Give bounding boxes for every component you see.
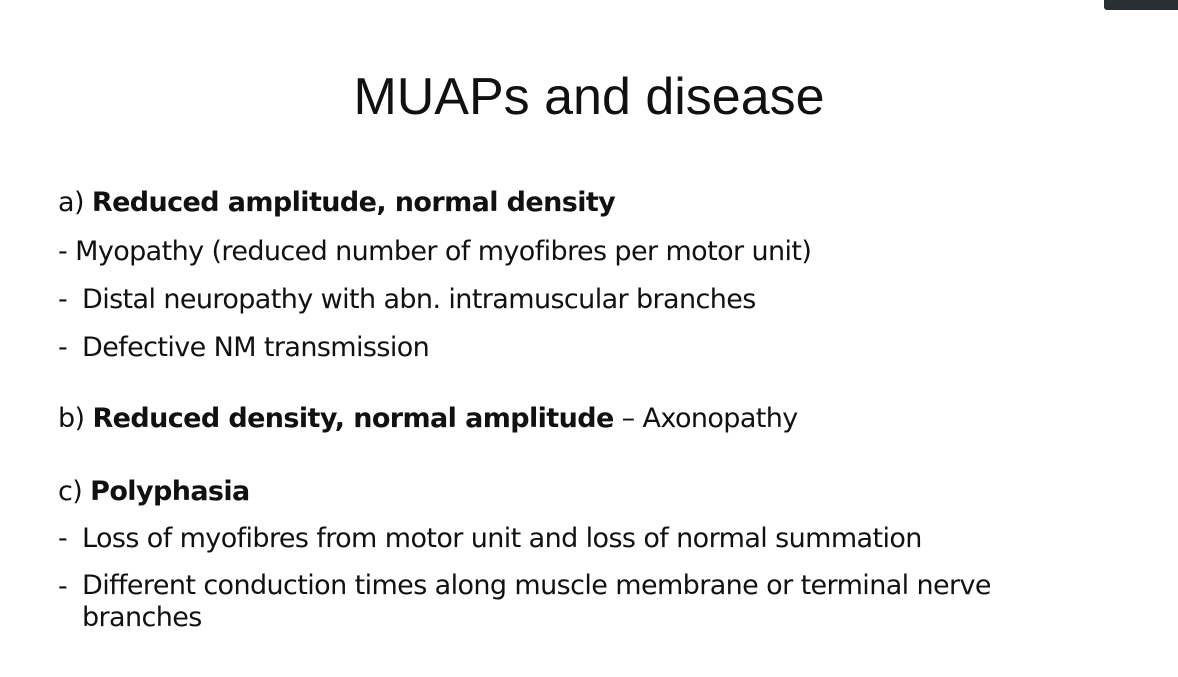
section-b-title: Reduced density, normal amplitude bbox=[92, 403, 614, 434]
section-b-heading bbox=[58, 402, 798, 435]
section-b-suffix: – Axonopathy bbox=[621, 403, 798, 434]
section-a-bullet-1 bbox=[58, 235, 811, 268]
section-a-bullet-2 bbox=[58, 283, 756, 316]
bullet-text: Different conduction times along muscle membrane or terminal nerve branches bbox=[82, 570, 991, 633]
bullet-text: Distal neuropathy with abn. intramuscular branches bbox=[82, 284, 756, 315]
section-c-title: Polyphasia bbox=[90, 476, 250, 507]
section-a-title: Reduced amplitude, normal density bbox=[91, 187, 616, 218]
section-a-prefix: a) bbox=[58, 187, 84, 218]
bullet-text: Myopathy (reduced number of myofibres per motor unit) bbox=[75, 236, 812, 267]
section-b-prefix: b) bbox=[58, 403, 85, 434]
bullet-dash: - bbox=[58, 571, 68, 602]
bullet-dash: - bbox=[58, 523, 68, 554]
bullet-dash: - bbox=[58, 236, 68, 267]
bullet-text: Loss of myofibres from motor unit and loss of normal summation bbox=[82, 523, 922, 554]
bullet-dash: - bbox=[58, 284, 68, 315]
section-c-bullet-2 bbox=[58, 570, 1118, 634]
section-c-prefix: c) bbox=[58, 476, 83, 507]
section-a-heading bbox=[58, 186, 615, 219]
section-c-bullet-1 bbox=[58, 522, 922, 555]
bullet-dash: - bbox=[58, 332, 68, 363]
corner-tab[interactable] bbox=[1104, 0, 1178, 10]
slide-title: MUAPs and disease bbox=[353, 68, 825, 126]
bullet-text: Defective NM transmission bbox=[82, 332, 430, 363]
section-c-heading bbox=[58, 475, 250, 508]
section-a-bullet-3 bbox=[58, 331, 429, 364]
